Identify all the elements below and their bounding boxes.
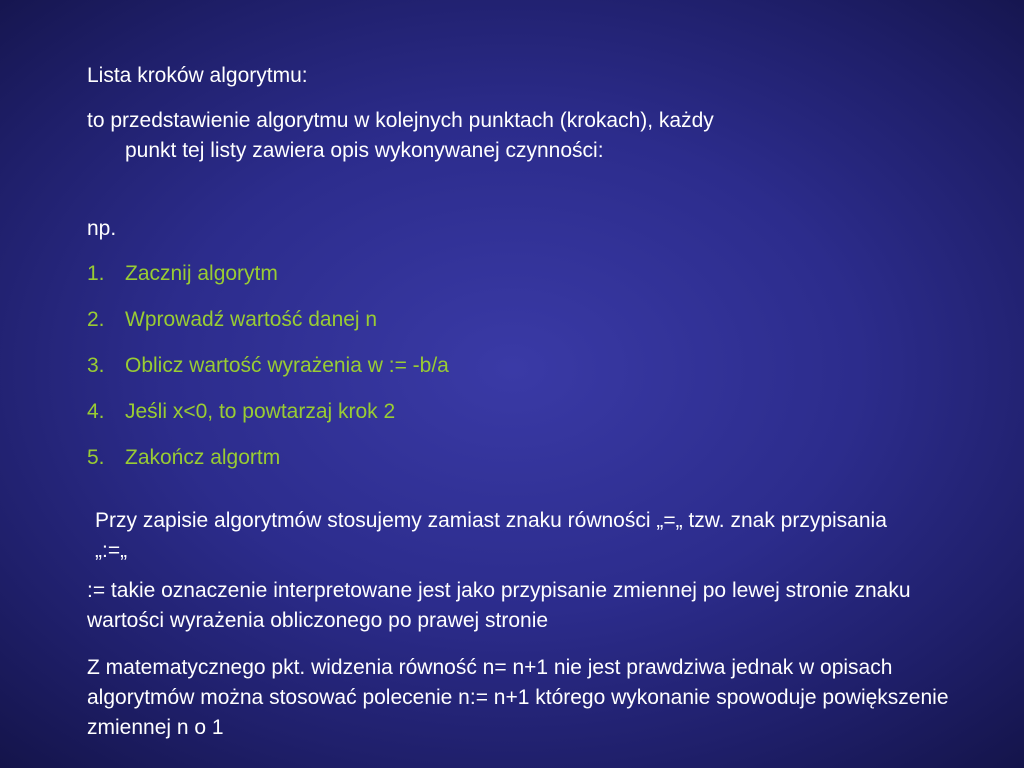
step-item [87,259,449,305]
definition-text: to przedstawienie algorytmu w kolejnych punktach (krokach), każdy punkt tej listy zawiera opis wykonywanej czynności: [87,109,714,162]
assignment-sign-note: Przy zapisie algorytmów stosujemy zamiast znaku równości „=„ tzw. znak przypisania „:=„ [95,509,887,562]
step-text: Wprowadź wartość danej n [125,308,378,331]
step-item [87,443,449,489]
step-number: 2. [87,308,105,331]
algorithm-steps-list [87,259,449,489]
math-note: Z matematycznego pkt. widzenia równość n= n+1 nie jest prawdziwa jednak w opisach algorytmów można stosować polecenie n:= n+1 którego wykonanie spowoduje powiększenie zmiennej n o 1 [87,656,949,739]
step-number: 1. [87,262,105,285]
step-text: Zacznij algorytm [125,262,278,285]
interpretation-note: := takie oznaczenie interpretowane jest jako przypisanie zmiennej po lewej stronie znaku wartości wyrażenia obliczonego po prawej stronie [87,579,911,632]
step-number: 5. [87,446,105,469]
step-text: Oblicz wartość wyrażenia w := -b/a [125,354,449,377]
step-text: Zakończ algortm [125,446,281,469]
step-number: 4. [87,400,105,423]
example-label: np. [87,217,117,240]
step-item [87,305,449,351]
step-item [87,397,449,443]
step-text: Jeśli x<0, to powtarzaj krok 2 [125,400,396,423]
step-number: 3. [87,354,105,377]
slide-title: Lista kroków algorytmu: [87,64,308,87]
step-item [87,351,449,397]
